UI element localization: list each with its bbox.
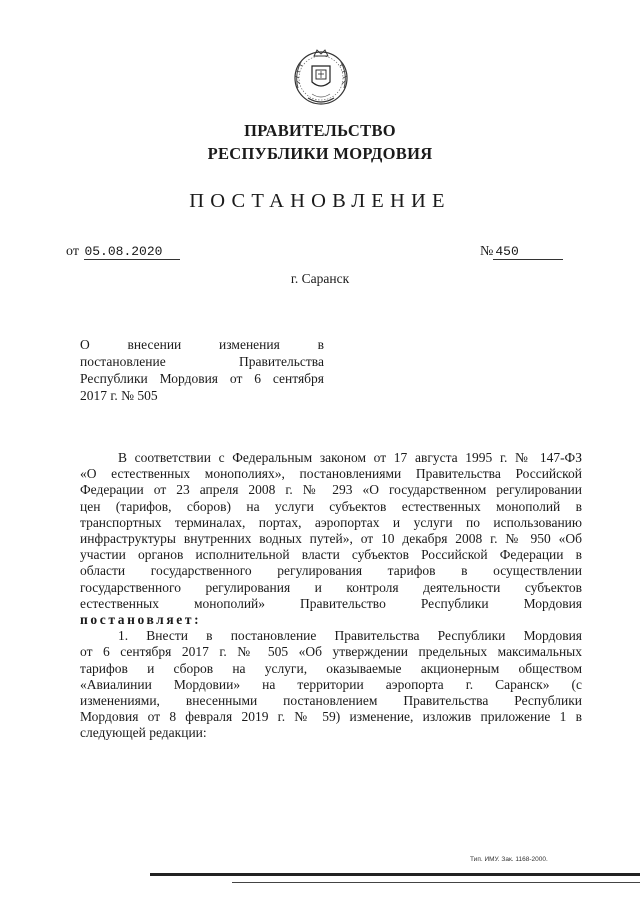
government-title-line1: ПРАВИТЕЛЬСТВО (244, 121, 396, 140)
body-line: В соответствии с Федеральным законом от 17 августа 1995 г. № 147-ФЗ (118, 450, 582, 465)
body-line: тарифов и сборов на услуги, оказываемые акционерным обществом (80, 660, 582, 676)
subject-line: Республики Мордовия от 6 сентября (80, 371, 324, 386)
body-line: Мордовия от 8 февраля 2019 г. № 59) изменение, изложив приложение 1 в (80, 709, 582, 725)
number-value: 450 (493, 244, 562, 260)
body-line: от 6 сентября 2017 г. № 505 «Об утверждении предельных максимальных (80, 644, 582, 660)
document-type-title: ПОСТАНОВЛЕНИЕ (189, 190, 451, 212)
subject-line: 2017 г. № 505 (80, 388, 158, 403)
body-line: «Авиалинии Мордовии» на территории аэропорта г. Саранск» (с (80, 676, 582, 692)
coat-of-arms-icon (290, 44, 352, 110)
decree-verb: постановляет: (80, 612, 202, 628)
number-prefix: № (480, 244, 494, 259)
footer-rule-thin (232, 882, 640, 883)
date-value: 05.08.2020 (84, 244, 180, 260)
print-house-note: Тип. ИМУ. Зак. 1168-2000. (470, 856, 548, 863)
body-line: 1. Внести в постановление Правительства Республики Мордовия (118, 628, 582, 644)
body-line: транспортных терминалах, портах, аэропортах и услуги по использованию (80, 514, 582, 530)
subject-line: постановление Правительства (80, 354, 324, 369)
body-line: инфраструктуры внутренних водных путей», от 10 декабря 2008 г. № 950 «Об (80, 531, 582, 547)
decree-body (80, 450, 582, 742)
coat-of-arms-emblem (290, 44, 352, 110)
body-line: изменениями, внесенными постановлением Правительства Республики (80, 693, 582, 709)
body-line: области государственного регулирования тарифов в осуществлении (80, 563, 582, 579)
government-title-line2: РЕСПУБЛИКИ МОРДОВИЯ (207, 144, 433, 163)
body-line: цен (тарифов, сборов) на услуги субъектов естественных монополий в (80, 498, 582, 514)
decree-number (480, 244, 563, 260)
body-line: следующей редакции: (80, 725, 207, 741)
body-line: Федерации от 23 апреля 2008 г. № 293 «О государственном регулировании (80, 482, 582, 498)
body-line: государственного регулирования и контроля деятельности субъектов (80, 579, 582, 595)
body-line: естественных монополий» Правительство Республики Мордовия (80, 595, 582, 611)
subject-line: О внесении изменения в (80, 337, 324, 352)
body-line: «О естественных монополиях», постановлениями Правительства Российской (80, 466, 582, 482)
decree-date (66, 244, 180, 260)
decree-subject (80, 336, 324, 404)
city-name: г. Саранск (290, 271, 350, 286)
footer-rule-thick (150, 873, 640, 876)
body-line: участии органов исполнительной власти субъектов Российской Федерации в (80, 547, 582, 563)
date-prefix: от (66, 244, 79, 259)
